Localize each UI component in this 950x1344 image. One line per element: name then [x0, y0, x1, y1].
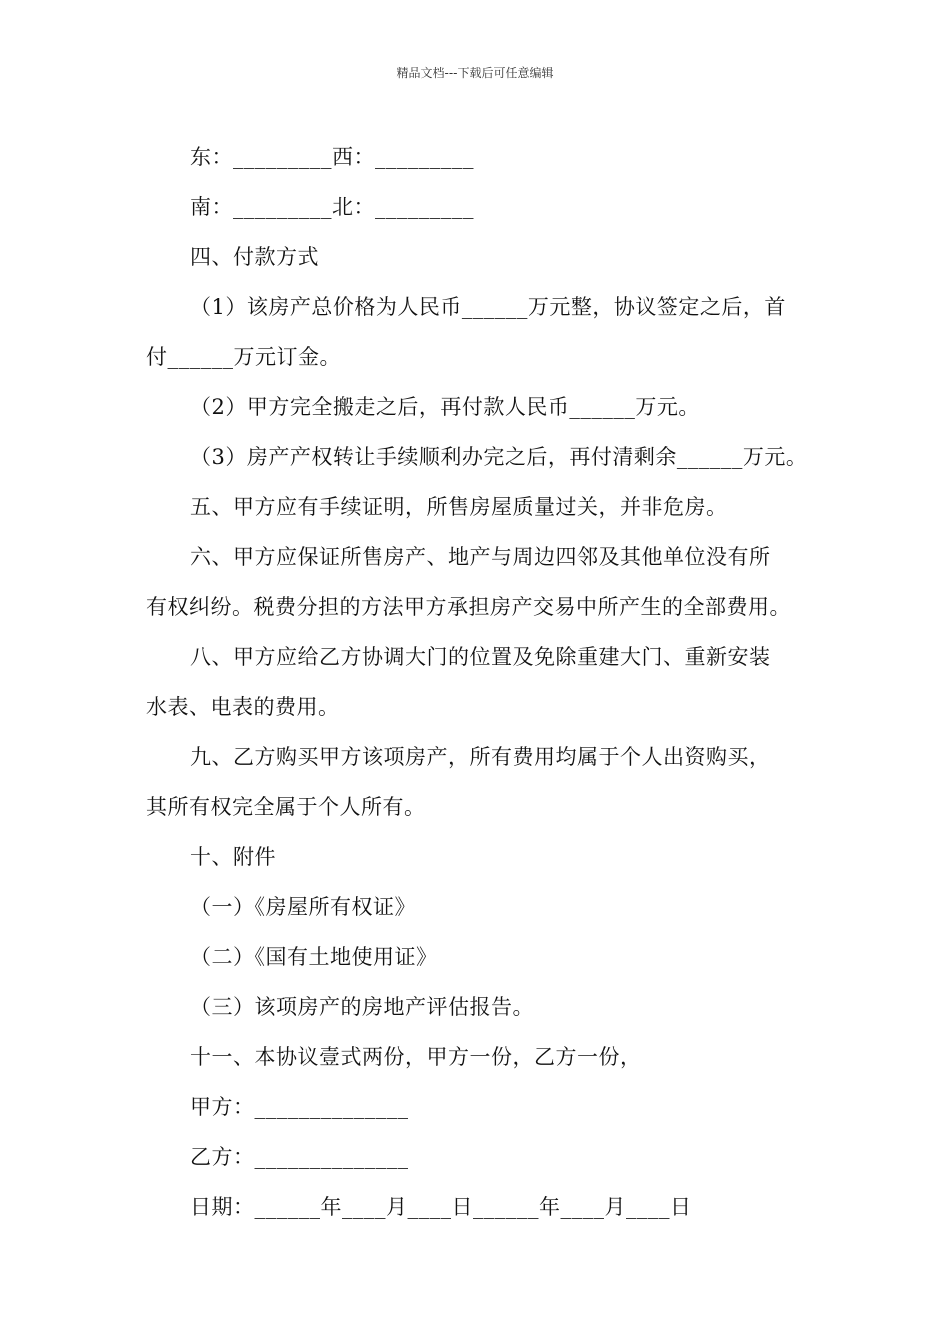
- section-heading-payment: 四、付款方式: [190, 245, 319, 269]
- clause-8-line-1: 八、甲方应给乙方协调大门的位置及免除重建大门、重新安装: [190, 645, 771, 669]
- attachment-2: （二）《国有土地使用证》: [190, 945, 438, 969]
- clause-11: 十一、本协议壹式两份，甲方一份，乙方一份，: [190, 1045, 642, 1069]
- page-header: 精品文档---下载后可任意编辑: [396, 66, 554, 80]
- attachment-3: （三）该项房产的房地产评估报告。: [190, 995, 534, 1019]
- south-north-line: 南：_________北：_________: [190, 195, 474, 219]
- clause-5: 五、甲方应有手续证明，所售房屋质量过关，并非危房。: [190, 495, 728, 519]
- document-body: [146, 132, 818, 1232]
- clause-8-line-2: 水表、电表的费用。: [146, 695, 340, 719]
- payment-item-2: （2）甲方完全搬走之后，再付款人民币______万元。: [190, 395, 700, 419]
- east-west-line: 东：_________西：_________: [190, 145, 474, 169]
- payment-item-1-line-1: （1）该房产总价格为人民币______万元整，协议签定之后，首: [190, 295, 786, 319]
- section-heading-attachments: 十、附件: [190, 845, 276, 869]
- clause-9-line-1: 九、乙方购买甲方该项房产，所有费用均属于个人出资购买，: [190, 745, 771, 769]
- payment-item-1-line-2: 付______万元订金。: [146, 345, 341, 369]
- clause-9-line-2: 其所有权完全属于个人所有。: [146, 795, 426, 819]
- date-line: 日期：______年____月____日______年____月____日: [190, 1195, 692, 1219]
- clause-6-line-2: 有权纠纷。税费分担的方法甲方承担房产交易中所产生的全部费用。: [146, 595, 791, 619]
- payment-item-3: （3）房产产权转让手续顺利办完之后，再付清剩余______万元。: [190, 445, 808, 469]
- party-a-signature-line: 甲方：______________: [190, 1095, 409, 1119]
- clause-6-line-1: 六、甲方应保证所售房产、地产与周边四邻及其他单位没有所: [190, 545, 771, 569]
- party-b-signature-line: 乙方：______________: [190, 1145, 409, 1169]
- attachment-1: （一）《房屋所有权证》: [190, 895, 416, 919]
